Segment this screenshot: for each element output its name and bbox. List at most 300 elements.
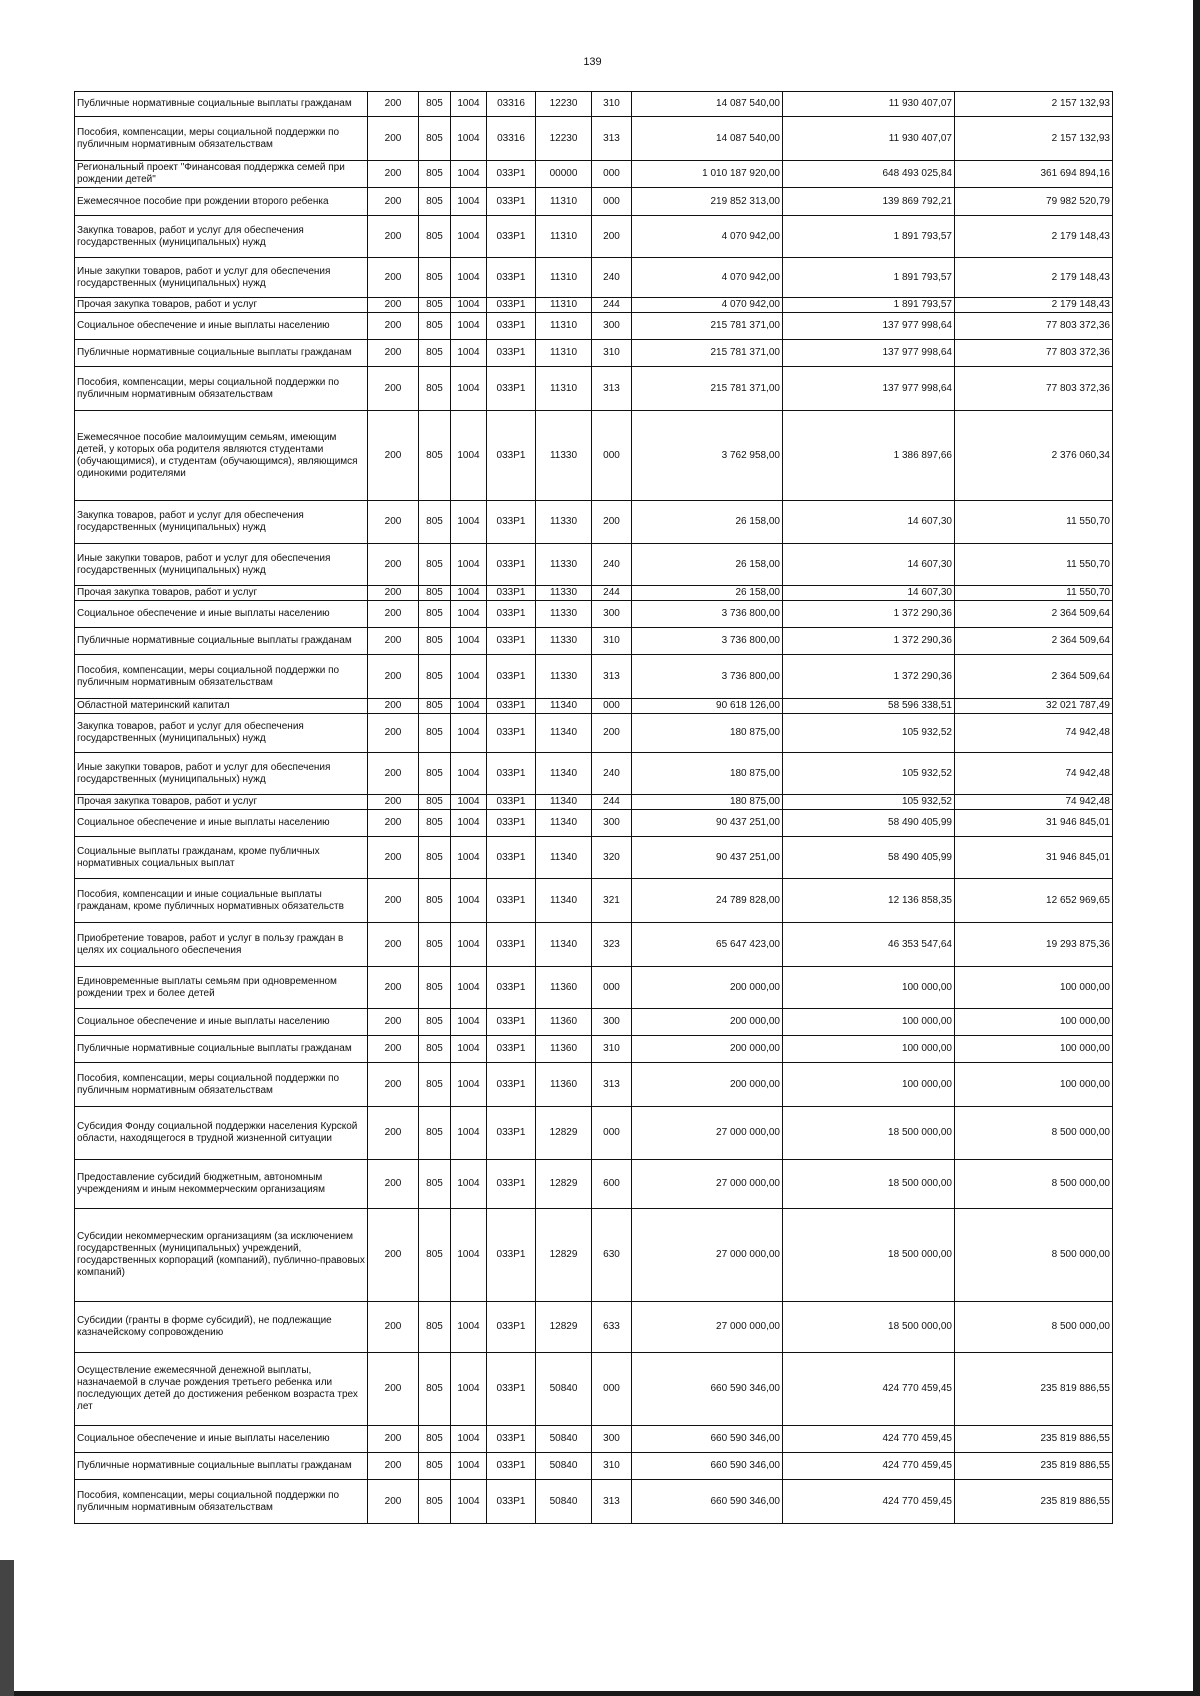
code-c4: 033P1 — [487, 628, 536, 655]
code-c6: 310 — [592, 340, 632, 367]
amount-executed: 14 607,30 — [783, 501, 955, 544]
code-c5: 11340 — [536, 699, 592, 714]
code-c4: 033P1 — [487, 1426, 536, 1453]
code-c2: 805 — [419, 1453, 451, 1480]
code-c3: 1004 — [451, 501, 487, 544]
code-c3: 1004 — [451, 795, 487, 810]
code-c6: 310 — [592, 92, 632, 117]
amount-plan: 660 590 346,00 — [632, 1353, 783, 1426]
amount-remaining: 77 803 372,36 — [955, 313, 1113, 340]
code-c6: 630 — [592, 1209, 632, 1302]
code-c1: 200 — [368, 161, 419, 188]
scan-edge-right — [1193, 0, 1200, 1696]
code-c5: 50840 — [536, 1453, 592, 1480]
amount-remaining: 8 500 000,00 — [955, 1302, 1113, 1353]
code-c6: 300 — [592, 601, 632, 628]
code-c2: 805 — [419, 188, 451, 216]
code-c5: 12829 — [536, 1160, 592, 1209]
code-c3: 1004 — [451, 117, 487, 161]
amount-remaining: 8 500 000,00 — [955, 1209, 1113, 1302]
code-c4: 033P1 — [487, 258, 536, 298]
table-row — [75, 1353, 1113, 1426]
code-c1: 200 — [368, 837, 419, 879]
table-row — [75, 188, 1113, 216]
row-name: Пособия, компенсации и иные социальные выплаты гражданам, кроме публичных нормативных обязательств — [75, 879, 368, 923]
amount-remaining: 100 000,00 — [955, 967, 1113, 1009]
code-c1: 200 — [368, 1009, 419, 1036]
code-c4: 03316 — [487, 117, 536, 161]
scan-edge-left — [0, 1560, 14, 1696]
code-c2: 805 — [419, 216, 451, 258]
row-name: Предоставление субсидий бюджетным, автономным учреждениям и иным некоммерческим организациям — [75, 1160, 368, 1209]
amount-remaining: 11 550,70 — [955, 501, 1113, 544]
code-c4: 033P1 — [487, 1209, 536, 1302]
code-c6: 313 — [592, 117, 632, 161]
code-c2: 805 — [419, 92, 451, 117]
code-c3: 1004 — [451, 92, 487, 117]
code-c5: 50840 — [536, 1426, 592, 1453]
code-c6: 240 — [592, 544, 632, 586]
code-c1: 200 — [368, 879, 419, 923]
code-c3: 1004 — [451, 1107, 487, 1160]
table-row — [75, 501, 1113, 544]
code-c6: 313 — [592, 1480, 632, 1524]
amount-executed: 424 770 459,45 — [783, 1353, 955, 1426]
amount-plan: 14 087 540,00 — [632, 92, 783, 117]
table-row — [75, 795, 1113, 810]
amount-remaining: 2 179 148,43 — [955, 258, 1113, 298]
code-c3: 1004 — [451, 1009, 487, 1036]
code-c5: 11340 — [536, 837, 592, 879]
code-c6: 310 — [592, 1453, 632, 1480]
code-c3: 1004 — [451, 699, 487, 714]
code-c2: 805 — [419, 1036, 451, 1063]
code-c2: 805 — [419, 258, 451, 298]
code-c5: 11340 — [536, 810, 592, 837]
code-c5: 11330 — [536, 601, 592, 628]
code-c5: 11310 — [536, 340, 592, 367]
code-c6: 000 — [592, 161, 632, 188]
code-c2: 805 — [419, 544, 451, 586]
amount-plan: 180 875,00 — [632, 753, 783, 795]
amount-plan: 27 000 000,00 — [632, 1302, 783, 1353]
table-row — [75, 1426, 1113, 1453]
amount-executed: 11 930 407,07 — [783, 92, 955, 117]
row-name: Прочая закупка товаров, работ и услуг — [75, 795, 368, 810]
amount-remaining: 2 179 148,43 — [955, 298, 1113, 313]
table-row — [75, 92, 1113, 117]
code-c3: 1004 — [451, 1063, 487, 1107]
code-c5: 11310 — [536, 367, 592, 411]
code-c6: 300 — [592, 1009, 632, 1036]
code-c4: 033P1 — [487, 188, 536, 216]
code-c5: 12829 — [536, 1209, 592, 1302]
code-c4: 033P1 — [487, 837, 536, 879]
amount-plan: 4 070 942,00 — [632, 298, 783, 313]
code-c5: 11360 — [536, 1063, 592, 1107]
code-c2: 805 — [419, 699, 451, 714]
amount-executed: 58 490 405,99 — [783, 810, 955, 837]
code-c4: 033P1 — [487, 586, 536, 601]
amount-remaining: 2 179 148,43 — [955, 216, 1113, 258]
code-c2: 805 — [419, 628, 451, 655]
amount-executed: 648 493 025,84 — [783, 161, 955, 188]
code-c3: 1004 — [451, 655, 487, 699]
code-c2: 805 — [419, 1209, 451, 1302]
amount-plan: 3 736 800,00 — [632, 655, 783, 699]
amount-plan: 90 437 251,00 — [632, 810, 783, 837]
amount-plan: 3 736 800,00 — [632, 628, 783, 655]
code-c3: 1004 — [451, 161, 487, 188]
table-row — [75, 879, 1113, 923]
code-c6: 313 — [592, 1063, 632, 1107]
code-c1: 200 — [368, 1453, 419, 1480]
table-row — [75, 753, 1113, 795]
code-c4: 033P1 — [487, 544, 536, 586]
amount-executed: 100 000,00 — [783, 1009, 955, 1036]
amount-remaining: 8 500 000,00 — [955, 1160, 1113, 1209]
code-c3: 1004 — [451, 1036, 487, 1063]
amount-plan: 26 158,00 — [632, 501, 783, 544]
amount-plan: 200 000,00 — [632, 1063, 783, 1107]
code-c1: 200 — [368, 1209, 419, 1302]
code-c5: 11340 — [536, 923, 592, 967]
amount-plan: 180 875,00 — [632, 795, 783, 810]
code-c2: 805 — [419, 117, 451, 161]
code-c6: 240 — [592, 753, 632, 795]
amount-plan: 180 875,00 — [632, 714, 783, 753]
code-c4: 033P1 — [487, 1453, 536, 1480]
code-c6: 000 — [592, 411, 632, 501]
code-c6: 000 — [592, 967, 632, 1009]
code-c1: 200 — [368, 313, 419, 340]
code-c5: 11330 — [536, 501, 592, 544]
amount-executed: 1 891 793,57 — [783, 216, 955, 258]
code-c4: 033P1 — [487, 601, 536, 628]
code-c1: 200 — [368, 117, 419, 161]
code-c4: 033P1 — [487, 1107, 536, 1160]
amount-plan: 24 789 828,00 — [632, 879, 783, 923]
row-name: Ежемесячное пособие малоимущим семьям, имеющим детей, у которых оба родителя являются студентами (обучающимися), и студентам (обучающимся), являющимся одинокими родителями — [75, 411, 368, 501]
code-c1: 200 — [368, 544, 419, 586]
code-c5: 11330 — [536, 544, 592, 586]
amount-executed: 46 353 547,64 — [783, 923, 955, 967]
amount-executed: 424 770 459,45 — [783, 1453, 955, 1480]
code-c3: 1004 — [451, 967, 487, 1009]
code-c3: 1004 — [451, 837, 487, 879]
code-c1: 200 — [368, 1160, 419, 1209]
row-name: Закупка товаров, работ и услуг для обеспечения государственных (муниципальных) нужд — [75, 216, 368, 258]
code-c5: 12829 — [536, 1107, 592, 1160]
amount-executed: 14 607,30 — [783, 586, 955, 601]
code-c2: 805 — [419, 1160, 451, 1209]
row-name: Иные закупки товаров, работ и услуг для обеспечения государственных (муниципальных) нужд — [75, 258, 368, 298]
row-name: Прочая закупка товаров, работ и услуг — [75, 586, 368, 601]
code-c2: 805 — [419, 601, 451, 628]
amount-plan: 215 781 371,00 — [632, 367, 783, 411]
table-row — [75, 340, 1113, 367]
table-row — [75, 628, 1113, 655]
amount-plan: 215 781 371,00 — [632, 313, 783, 340]
code-c6: 244 — [592, 586, 632, 601]
amount-executed: 1 372 290,36 — [783, 655, 955, 699]
amount-remaining: 235 819 886,55 — [955, 1480, 1113, 1524]
code-c1: 200 — [368, 1426, 419, 1453]
code-c3: 1004 — [451, 188, 487, 216]
row-name: Областной материнский капитал — [75, 699, 368, 714]
amount-remaining: 2 157 132,93 — [955, 117, 1113, 161]
code-c4: 033P1 — [487, 1009, 536, 1036]
table-row — [75, 714, 1113, 753]
amount-plan: 4 070 942,00 — [632, 216, 783, 258]
amount-executed: 105 932,52 — [783, 714, 955, 753]
row-name: Иные закупки товаров, работ и услуг для обеспечения государственных (муниципальных) нужд — [75, 544, 368, 586]
amount-executed: 14 607,30 — [783, 544, 955, 586]
code-c6: 300 — [592, 1426, 632, 1453]
code-c4: 033P1 — [487, 699, 536, 714]
code-c3: 1004 — [451, 714, 487, 753]
code-c5: 11310 — [536, 298, 592, 313]
row-name: Субсидии (гранты в форме субсидий), не подлежащие казначейскому сопровождению — [75, 1302, 368, 1353]
code-c3: 1004 — [451, 1209, 487, 1302]
amount-remaining: 8 500 000,00 — [955, 1107, 1113, 1160]
code-c5: 11330 — [536, 586, 592, 601]
budget-table — [74, 91, 1113, 1524]
amount-plan: 65 647 423,00 — [632, 923, 783, 967]
code-c1: 200 — [368, 216, 419, 258]
table-row — [75, 586, 1113, 601]
amount-executed: 1 386 897,66 — [783, 411, 955, 501]
code-c1: 200 — [368, 501, 419, 544]
row-name: Пособия, компенсации, меры социальной поддержки по публичным нормативным обязательствам — [75, 1480, 368, 1524]
amount-plan: 200 000,00 — [632, 967, 783, 1009]
amount-plan: 14 087 540,00 — [632, 117, 783, 161]
code-c3: 1004 — [451, 1453, 487, 1480]
code-c2: 805 — [419, 837, 451, 879]
amount-executed: 18 500 000,00 — [783, 1107, 955, 1160]
code-c1: 200 — [368, 753, 419, 795]
amount-plan: 26 158,00 — [632, 544, 783, 586]
amount-plan: 27 000 000,00 — [632, 1160, 783, 1209]
code-c2: 805 — [419, 501, 451, 544]
code-c1: 200 — [368, 967, 419, 1009]
code-c4: 033P1 — [487, 1353, 536, 1426]
amount-executed: 58 596 338,51 — [783, 699, 955, 714]
table-row — [75, 1160, 1113, 1209]
row-name: Пособия, компенсации, меры социальной поддержки по публичным нормативным обязательствам — [75, 1063, 368, 1107]
amount-remaining: 2 376 060,34 — [955, 411, 1113, 501]
code-c5: 12230 — [536, 117, 592, 161]
code-c5: 11310 — [536, 188, 592, 216]
amount-plan: 215 781 371,00 — [632, 340, 783, 367]
table-row — [75, 1453, 1113, 1480]
code-c4: 033P1 — [487, 1036, 536, 1063]
row-name: Субсидия Фонду социальной поддержки населения Курской области, находящегося в трудной жизненной ситуации — [75, 1107, 368, 1160]
amount-executed: 18 500 000,00 — [783, 1302, 955, 1353]
code-c2: 805 — [419, 1107, 451, 1160]
code-c2: 805 — [419, 1353, 451, 1426]
amount-executed: 58 490 405,99 — [783, 837, 955, 879]
code-c4: 03316 — [487, 92, 536, 117]
row-name: Социальное обеспечение и иные выплаты населению — [75, 1009, 368, 1036]
budget-table-body — [75, 92, 1113, 1524]
amount-executed: 100 000,00 — [783, 967, 955, 1009]
code-c1: 200 — [368, 1480, 419, 1524]
code-c4: 033P1 — [487, 367, 536, 411]
code-c3: 1004 — [451, 1480, 487, 1524]
code-c3: 1004 — [451, 298, 487, 313]
code-c5: 11310 — [536, 313, 592, 340]
amount-plan: 4 070 942,00 — [632, 258, 783, 298]
row-name: Публичные нормативные социальные выплаты гражданам — [75, 628, 368, 655]
code-c3: 1004 — [451, 923, 487, 967]
amount-executed: 139 869 792,21 — [783, 188, 955, 216]
amount-executed: 105 932,52 — [783, 753, 955, 795]
table-row — [75, 1302, 1113, 1353]
code-c4: 033P1 — [487, 501, 536, 544]
code-c6: 240 — [592, 258, 632, 298]
table-row — [75, 298, 1113, 313]
code-c4: 033P1 — [487, 655, 536, 699]
code-c6: 321 — [592, 879, 632, 923]
table-row — [75, 1036, 1113, 1063]
table-row — [75, 1480, 1113, 1524]
amount-remaining: 100 000,00 — [955, 1063, 1113, 1107]
row-name: Социальное обеспечение и иные выплаты населению — [75, 810, 368, 837]
table-row — [75, 810, 1113, 837]
code-c6: 000 — [592, 188, 632, 216]
amount-executed: 18 500 000,00 — [783, 1160, 955, 1209]
code-c2: 805 — [419, 1302, 451, 1353]
code-c4: 033P1 — [487, 1160, 536, 1209]
code-c5: 11310 — [536, 216, 592, 258]
amount-remaining: 361 694 894,16 — [955, 161, 1113, 188]
code-c5: 11310 — [536, 258, 592, 298]
row-name: Ежемесячное пособие при рождении второго ребенка — [75, 188, 368, 216]
code-c3: 1004 — [451, 1160, 487, 1209]
code-c1: 200 — [368, 699, 419, 714]
amount-plan: 90 618 126,00 — [632, 699, 783, 714]
amount-remaining: 31 946 845,01 — [955, 837, 1113, 879]
row-name: Единовременные выплаты семьям при одновременном рождении трех и более детей — [75, 967, 368, 1009]
amount-remaining: 11 550,70 — [955, 544, 1113, 586]
row-name: Осуществление ежемесячной денежной выплаты, назначаемой в случае рождения третьего ребенка или последующих детей до достижения ребенком возраста трех лет — [75, 1353, 368, 1426]
code-c6: 244 — [592, 795, 632, 810]
amount-plan: 90 437 251,00 — [632, 837, 783, 879]
code-c2: 805 — [419, 1009, 451, 1036]
amount-executed: 100 000,00 — [783, 1036, 955, 1063]
code-c1: 200 — [368, 1107, 419, 1160]
table-row — [75, 655, 1113, 699]
code-c1: 200 — [368, 340, 419, 367]
code-c2: 805 — [419, 1480, 451, 1524]
code-c2: 805 — [419, 1063, 451, 1107]
table-row — [75, 699, 1113, 714]
code-c1: 200 — [368, 655, 419, 699]
row-name: Социальное обеспечение и иные выплаты населению — [75, 601, 368, 628]
row-name: Закупка товаров, работ и услуг для обеспечения государственных (муниципальных) нужд — [75, 714, 368, 753]
code-c6: 000 — [592, 1353, 632, 1426]
code-c2: 805 — [419, 879, 451, 923]
table-row — [75, 837, 1113, 879]
code-c5: 50840 — [536, 1353, 592, 1426]
code-c3: 1004 — [451, 216, 487, 258]
code-c5: 11360 — [536, 1009, 592, 1036]
code-c3: 1004 — [451, 628, 487, 655]
amount-remaining: 12 652 969,65 — [955, 879, 1113, 923]
table-row — [75, 544, 1113, 586]
amount-remaining: 74 942,48 — [955, 714, 1113, 753]
amount-plan: 660 590 346,00 — [632, 1426, 783, 1453]
code-c4: 033P1 — [487, 1302, 536, 1353]
code-c1: 200 — [368, 411, 419, 501]
code-c3: 1004 — [451, 879, 487, 923]
amount-executed: 18 500 000,00 — [783, 1209, 955, 1302]
amount-executed: 105 932,52 — [783, 795, 955, 810]
code-c3: 1004 — [451, 411, 487, 501]
amount-remaining: 31 946 845,01 — [955, 810, 1113, 837]
amount-remaining: 11 550,70 — [955, 586, 1113, 601]
code-c4: 033P1 — [487, 298, 536, 313]
amount-remaining: 100 000,00 — [955, 1036, 1113, 1063]
amount-executed: 100 000,00 — [783, 1063, 955, 1107]
table-row — [75, 313, 1113, 340]
code-c4: 033P1 — [487, 161, 536, 188]
code-c1: 200 — [368, 714, 419, 753]
amount-executed: 1 372 290,36 — [783, 601, 955, 628]
amount-remaining: 77 803 372,36 — [955, 367, 1113, 411]
row-name: Приобретение товаров, работ и услуг в пользу граждан в целях их социального обеспечения — [75, 923, 368, 967]
amount-executed: 424 770 459,45 — [783, 1426, 955, 1453]
code-c1: 200 — [368, 367, 419, 411]
amount-plan: 27 000 000,00 — [632, 1107, 783, 1160]
amount-plan: 3 736 800,00 — [632, 601, 783, 628]
code-c4: 033P1 — [487, 795, 536, 810]
table-row — [75, 411, 1113, 501]
code-c4: 033P1 — [487, 879, 536, 923]
code-c6: 000 — [592, 699, 632, 714]
table-row — [75, 923, 1113, 967]
code-c2: 805 — [419, 967, 451, 1009]
code-c4: 033P1 — [487, 1063, 536, 1107]
code-c2: 805 — [419, 298, 451, 313]
code-c3: 1004 — [451, 340, 487, 367]
code-c5: 12829 — [536, 1302, 592, 1353]
table-row — [75, 216, 1113, 258]
amount-executed: 137 977 998,64 — [783, 340, 955, 367]
code-c5: 11330 — [536, 655, 592, 699]
code-c1: 200 — [368, 628, 419, 655]
amount-remaining: 19 293 875,36 — [955, 923, 1113, 967]
row-name: Публичные нормативные социальные выплаты гражданам — [75, 1036, 368, 1063]
code-c2: 805 — [419, 161, 451, 188]
code-c6: 300 — [592, 313, 632, 340]
code-c3: 1004 — [451, 753, 487, 795]
code-c2: 805 — [419, 795, 451, 810]
code-c1: 200 — [368, 810, 419, 837]
row-name: Публичные нормативные социальные выплаты гражданам — [75, 340, 368, 367]
code-c1: 200 — [368, 188, 419, 216]
code-c4: 033P1 — [487, 810, 536, 837]
table-row — [75, 1209, 1113, 1302]
amount-remaining: 100 000,00 — [955, 1009, 1113, 1036]
code-c1: 200 — [368, 1036, 419, 1063]
amount-executed: 1 372 290,36 — [783, 628, 955, 655]
code-c2: 805 — [419, 340, 451, 367]
code-c2: 805 — [419, 411, 451, 501]
amount-plan: 1 010 187 920,00 — [632, 161, 783, 188]
code-c4: 033P1 — [487, 923, 536, 967]
